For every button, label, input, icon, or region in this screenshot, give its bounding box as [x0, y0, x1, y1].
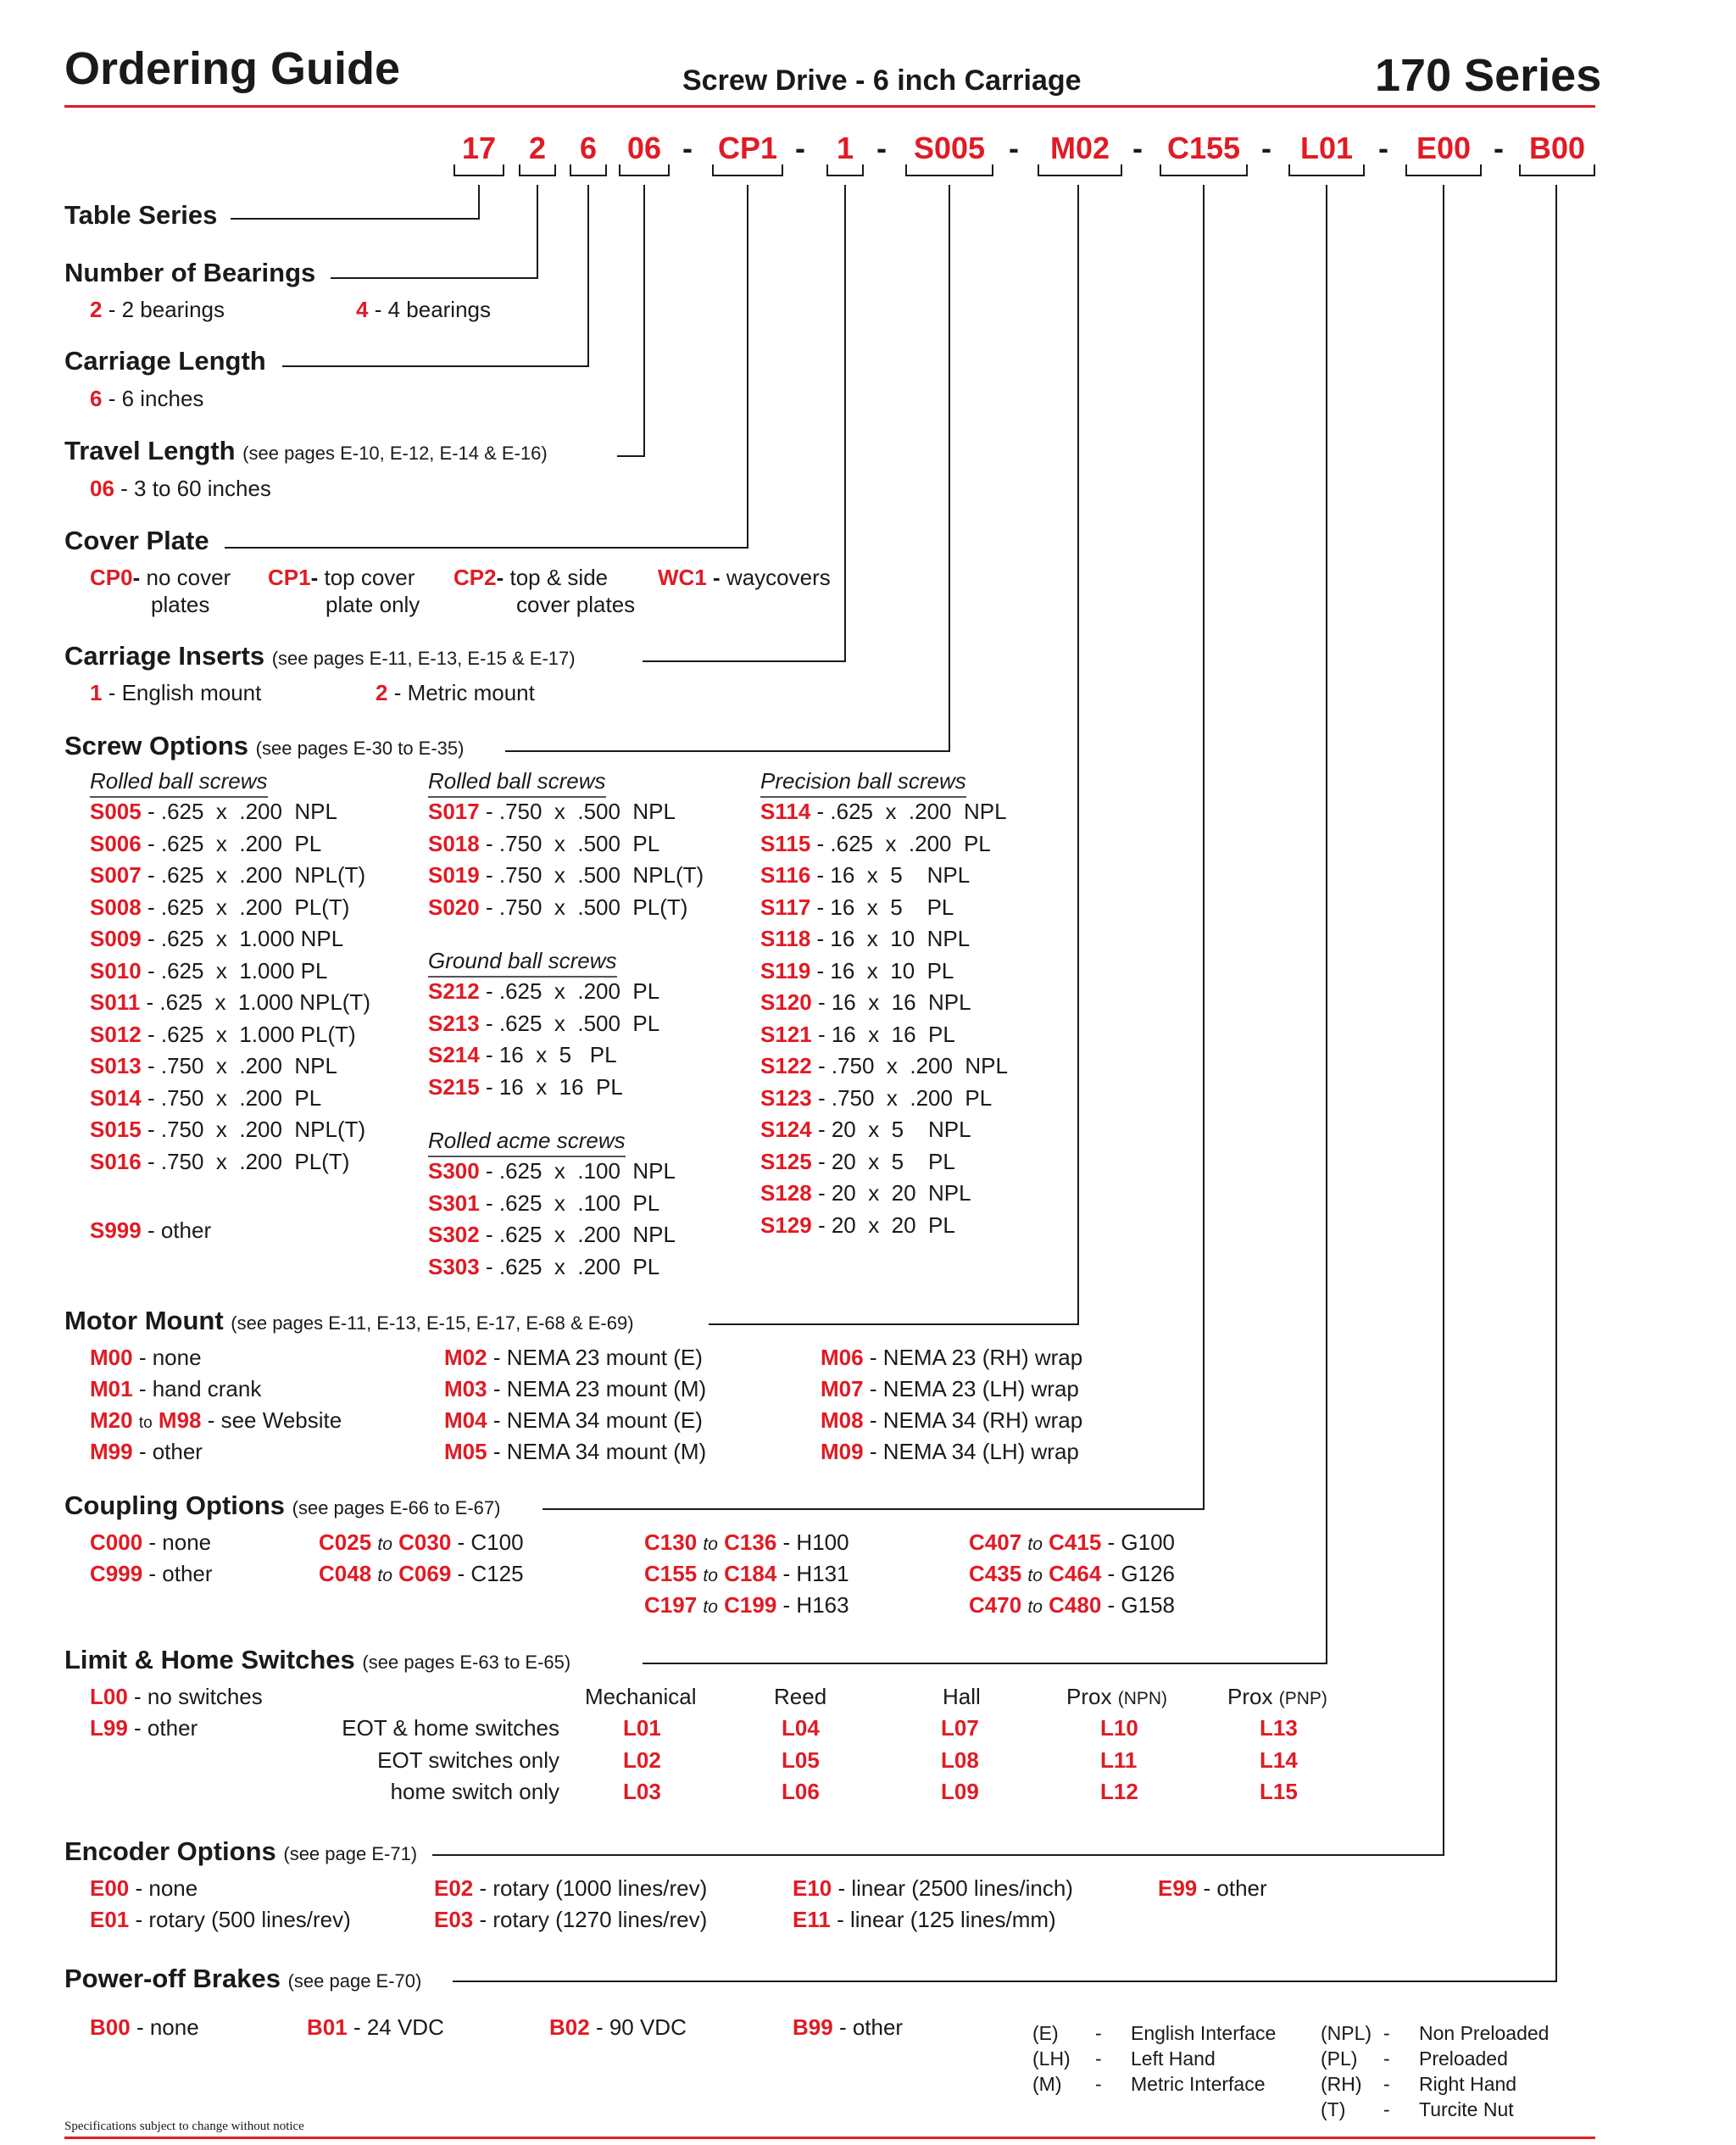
- option-cover-plate-line2: plate only: [326, 592, 420, 617]
- motor-option: M04 - NEMA 34 mount (E): [444, 1407, 703, 1433]
- screw-option: S120 - 16 x 16 NPL: [760, 989, 971, 1015]
- screw-group-header: Precision ball screws: [760, 768, 966, 798]
- limit-code: L14: [1260, 1747, 1298, 1773]
- limit-code: L15: [1260, 1779, 1298, 1804]
- coupling-option: C155 to C184 - H131: [644, 1561, 849, 1586]
- screw-option: S121 - 16 x 16 PL: [760, 1021, 955, 1047]
- screw-option: S010 - .625 x 1.000 PL: [90, 957, 328, 983]
- encoder-option: E01 - rotary (500 lines/rev): [90, 1907, 351, 1932]
- option-carriage-inserts: 2 - Metric mount: [376, 680, 535, 705]
- code-separator: -: [876, 131, 887, 165]
- code-separator: -: [682, 131, 693, 165]
- legend-dash: -: [1095, 2048, 1102, 2070]
- limit-code: L12: [1100, 1779, 1138, 1804]
- limit-code: L08: [941, 1747, 979, 1773]
- limit-code: L06: [782, 1779, 820, 1804]
- coupling-option: C000 - none: [90, 1529, 212, 1555]
- limit-header-prox-npn: Prox (NPN): [1066, 1684, 1168, 1709]
- screw-group-header: Rolled ball screws: [90, 768, 268, 798]
- code-part-bearings: 2: [519, 131, 556, 166]
- screw-option: S123 - .750 x .200 PL: [760, 1084, 993, 1111]
- legend-dash: -: [1383, 2048, 1390, 2070]
- limit-row-label: EOT & home switches: [342, 1715, 559, 1741]
- screw-option: S129 - 20 x 20 PL: [760, 1212, 955, 1238]
- screw-option: S009 - .625 x 1.000 NPL: [90, 926, 344, 951]
- legend-abbr: (NPL): [1321, 2022, 1372, 2044]
- encoder-option: E03 - rotary (1270 lines/rev): [434, 1907, 708, 1932]
- limit-code: L10: [1100, 1715, 1138, 1741]
- screw-option: S212 - .625 x .200 PL: [428, 978, 660, 1004]
- limit-code: L01: [623, 1715, 661, 1741]
- motor-option: M03 - NEMA 23 mount (M): [444, 1376, 707, 1401]
- code-part-carriage-length: 6: [570, 131, 607, 166]
- screw-option: S016 - .750 x .200 PL(T): [90, 1148, 350, 1174]
- encoder-option: E10 - linear (2500 lines/inch): [793, 1875, 1073, 1901]
- limit-header-mechanical: Mechanical: [585, 1684, 697, 1709]
- legend-meaning: Left Hand: [1131, 2048, 1216, 2070]
- legend-meaning: Non Preloaded: [1419, 2022, 1550, 2044]
- coupling-option: C048 to C069 - C125: [319, 1561, 524, 1586]
- option-travel-length: 06 - 3 to 60 inches: [90, 476, 271, 501]
- screw-option: S013 - .750 x .200 NPL: [90, 1053, 337, 1078]
- code-separator: -: [1132, 131, 1143, 165]
- code-part-coupling: C155: [1160, 131, 1248, 166]
- screw-option: S302 - .625 x .200 NPL: [428, 1222, 676, 1247]
- legend-dash: -: [1383, 2073, 1390, 2095]
- option-cover-plate: CP0- no cover: [90, 565, 231, 590]
- screw-option: S006 - .625 x .200 PL: [90, 830, 322, 856]
- footer-note: Specifications subject to change without notice: [64, 2120, 304, 2133]
- code-part-motor: M02: [1038, 131, 1122, 166]
- limit-option: L00 - no switches: [90, 1684, 263, 1709]
- screw-option: S017 - .750 x .500 NPL: [428, 799, 676, 824]
- code-part-travel-length: 06: [619, 131, 670, 166]
- limit-row-label: home switch only: [390, 1779, 559, 1804]
- footer-rule: [64, 2137, 1595, 2139]
- screw-option: S303 - .625 x .200 PL: [428, 1253, 660, 1279]
- screw-option: S019 - .750 x .500 NPL(T): [428, 862, 704, 888]
- code-part-limit: L01: [1288, 131, 1365, 166]
- screw-option: S119 - 16 x 10 PL: [760, 957, 954, 983]
- coupling-option: C130 to C136 - H100: [644, 1529, 849, 1555]
- code-separator: -: [1378, 131, 1388, 165]
- legend-meaning: Metric Interface: [1131, 2073, 1266, 2095]
- screw-option: S124 - 20 x 5 NPL: [760, 1117, 971, 1142]
- limit-code: L04: [782, 1715, 820, 1741]
- motor-option: M01 - hand crank: [90, 1376, 262, 1401]
- section-brakes: Power-off Brakes (see page E-70): [64, 1964, 422, 1993]
- screw-group-header: Ground ball screws: [428, 948, 617, 978]
- motor-option: M09 - NEMA 34 (LH) wrap: [821, 1439, 1079, 1464]
- coupling-option: C999 - other: [90, 1561, 213, 1586]
- screw-option: S115 - .625 x .200 PL: [760, 830, 991, 856]
- section-travel-length: Travel Length (see pages E-10, E-12, E-14 & E-16): [64, 436, 548, 465]
- code-part-encoder: E00: [1405, 131, 1482, 166]
- motor-option: M00 - none: [90, 1345, 202, 1370]
- limit-code: L02: [623, 1747, 661, 1773]
- option-bearings: 4 - 4 bearings: [356, 297, 492, 322]
- screw-option: S118 - 16 x 10 NPL: [760, 926, 971, 951]
- section-carriage-inserts: Carriage Inserts (see pages E-11, E-13, E-15 & E-17): [64, 641, 576, 671]
- screw-option: S215 - 16 x 16 PL: [428, 1073, 623, 1100]
- limit-option: L99 - other: [90, 1715, 198, 1741]
- section-bearings: Number of Bearings: [64, 258, 316, 287]
- legend-meaning: Preloaded: [1419, 2048, 1508, 2070]
- screw-option: S018 - .750 x .500 PL: [428, 830, 660, 856]
- limit-row-label: EOT switches only: [377, 1747, 559, 1773]
- brake-option: B02 - 90 VDC: [549, 2014, 687, 2040]
- legend-meaning: English Interface: [1131, 2022, 1277, 2044]
- code-part-series: 17: [453, 131, 504, 166]
- screw-option: S214 - 16 x 5 PL: [428, 1042, 617, 1067]
- coupling-option: C470 to C480 - G158: [969, 1592, 1176, 1618]
- screw-option: S011 - .625 x 1.000 NPL(T): [90, 989, 370, 1015]
- brake-option: B00 - none: [90, 2014, 199, 2040]
- screw-option: S012 - .625 x 1.000 PL(T): [90, 1021, 356, 1047]
- screw-option: S300 - .625 x .100 NPL: [428, 1158, 676, 1184]
- limit-header-prox-pnp: Prox (PNP): [1227, 1684, 1327, 1709]
- legend-abbr: (M): [1032, 2073, 1062, 2095]
- limit-header-reed: Reed: [774, 1684, 827, 1709]
- limit-code: L07: [941, 1715, 979, 1741]
- legend-dash: -: [1095, 2073, 1102, 2095]
- section-motor-mount: Motor Mount (see pages E-11, E-13, E-15, E-17, E-68 & E-69): [64, 1306, 634, 1335]
- section-cover-plate: Cover Plate: [64, 526, 209, 555]
- screw-option: S020 - .750 x .500 PL(T): [428, 894, 688, 920]
- screw-option: S116 - 16 x 5 NPL: [760, 862, 971, 888]
- section-limit-switches: Limit & Home Switches (see pages E-63 to E-65): [64, 1645, 571, 1674]
- code-separator: -: [1494, 131, 1504, 165]
- option-cover-plate-line2: cover plates: [516, 592, 636, 617]
- coupling-option: C407 to C415 - G100: [969, 1529, 1176, 1555]
- coupling-option: C435 to C464 - G126: [969, 1561, 1176, 1586]
- limit-header-hall: Hall: [943, 1684, 981, 1709]
- legend-dash: -: [1095, 2022, 1102, 2044]
- brake-option: B01 - 24 VDC: [307, 2014, 444, 2040]
- motor-option: M08 - NEMA 34 (RH) wrap: [821, 1407, 1083, 1433]
- option-cover-plate: CP1- top cover: [268, 565, 415, 590]
- screw-option: S005 - .625 x .200 NPL: [90, 799, 337, 824]
- screw-option-other: S999 - other: [90, 1217, 212, 1243]
- limit-code: L13: [1260, 1715, 1298, 1741]
- motor-option: M07 - NEMA 23 (LH) wrap: [821, 1376, 1079, 1401]
- option-cover-plate: WC1 - waycovers: [658, 565, 831, 590]
- code-part-screw: S005: [905, 131, 993, 166]
- code-part-cover-plate: CP1: [712, 131, 783, 166]
- motor-option: M06 - NEMA 23 (RH) wrap: [821, 1345, 1083, 1370]
- legend-abbr: (T): [1321, 2098, 1346, 2120]
- series-label: 170 Series: [1375, 50, 1602, 101]
- coupling-option: C197 to C199 - H163: [644, 1592, 849, 1618]
- code-separator: -: [795, 131, 805, 165]
- motor-option: M99 - other: [90, 1439, 203, 1464]
- screw-option: S114 - .625 x .200 NPL: [760, 799, 1007, 824]
- legend-dash: -: [1383, 2022, 1390, 2044]
- code-separator: -: [1009, 131, 1019, 165]
- encoder-option: E02 - rotary (1000 lines/rev): [434, 1875, 708, 1901]
- section-screw-options: Screw Options (see pages E-30 to E-35): [64, 731, 465, 760]
- screw-group-header: Rolled acme screws: [428, 1128, 626, 1157]
- limit-code: L09: [941, 1779, 979, 1804]
- page-subtitle: Screw Drive - 6 inch Carriage: [682, 64, 1082, 97]
- limit-code: L03: [623, 1779, 661, 1804]
- legend-dash: -: [1383, 2098, 1390, 2120]
- encoder-option: E11 - linear (125 lines/mm): [793, 1907, 1056, 1932]
- legend-abbr: (LH): [1032, 2048, 1071, 2070]
- option-cover-plate-line2: plates: [151, 592, 210, 617]
- legend-abbr: (PL): [1321, 2048, 1358, 2070]
- option-carriage-inserts: 1 - English mount: [90, 680, 262, 705]
- screw-option: S014 - .750 x .200 PL: [90, 1084, 322, 1111]
- screw-option: S015 - .750 x .200 NPL(T): [90, 1117, 366, 1142]
- limit-code: L11: [1100, 1747, 1138, 1773]
- code-part-brakes: B00: [1519, 131, 1595, 166]
- code-separator: -: [1261, 131, 1271, 165]
- screw-option: S117 - 16 x 5 PL: [760, 894, 954, 920]
- screw-option: S301 - .625 x .100 PL: [428, 1190, 660, 1216]
- section-carriage-length: Carriage Length: [64, 346, 266, 376]
- screw-option: S008 - .625 x .200 PL(T): [90, 894, 350, 920]
- screw-option: S125 - 20 x 5 PL: [760, 1148, 955, 1174]
- legend-meaning: Right Hand: [1419, 2073, 1517, 2095]
- section-table-series: Table Series: [64, 200, 218, 230]
- option-carriage-length: 6 - 6 inches: [90, 386, 204, 411]
- encoder-option: E99 - other: [1158, 1875, 1267, 1901]
- screw-option: S122 - .750 x .200 NPL: [760, 1053, 1008, 1078]
- brake-option: B99 - other: [793, 2014, 904, 2040]
- encoder-option: E00 - none: [90, 1875, 198, 1901]
- screw-group-header: Rolled ball screws: [428, 768, 606, 798]
- limit-code: L05: [782, 1747, 820, 1773]
- section-coupling: Coupling Options (see pages E-66 to E-67): [64, 1490, 501, 1520]
- screw-option: S213 - .625 x .500 PL: [428, 1010, 660, 1036]
- legend-abbr: (E): [1032, 2022, 1059, 2044]
- motor-option: M05 - NEMA 34 mount (M): [444, 1439, 707, 1464]
- motor-option: M02 - NEMA 23 mount (E): [444, 1345, 703, 1370]
- option-cover-plate: CP2- top & side: [453, 565, 609, 590]
- option-bearings: 2 - 2 bearings: [90, 297, 225, 322]
- section-encoder: Encoder Options (see page E-71): [64, 1836, 418, 1866]
- page-title: Ordering Guide: [64, 43, 401, 94]
- screw-option: S128 - 20 x 20 NPL: [760, 1180, 971, 1206]
- legend-abbr: (RH): [1321, 2073, 1362, 2095]
- code-part-inserts: 1: [826, 131, 864, 166]
- legend-meaning: Turcite Nut: [1419, 2098, 1514, 2120]
- motor-option: M20 to M98 - see Website: [90, 1407, 342, 1433]
- coupling-option: C025 to C030 - C100: [319, 1529, 524, 1555]
- screw-option: S007 - .625 x .200 NPL(T): [90, 862, 366, 888]
